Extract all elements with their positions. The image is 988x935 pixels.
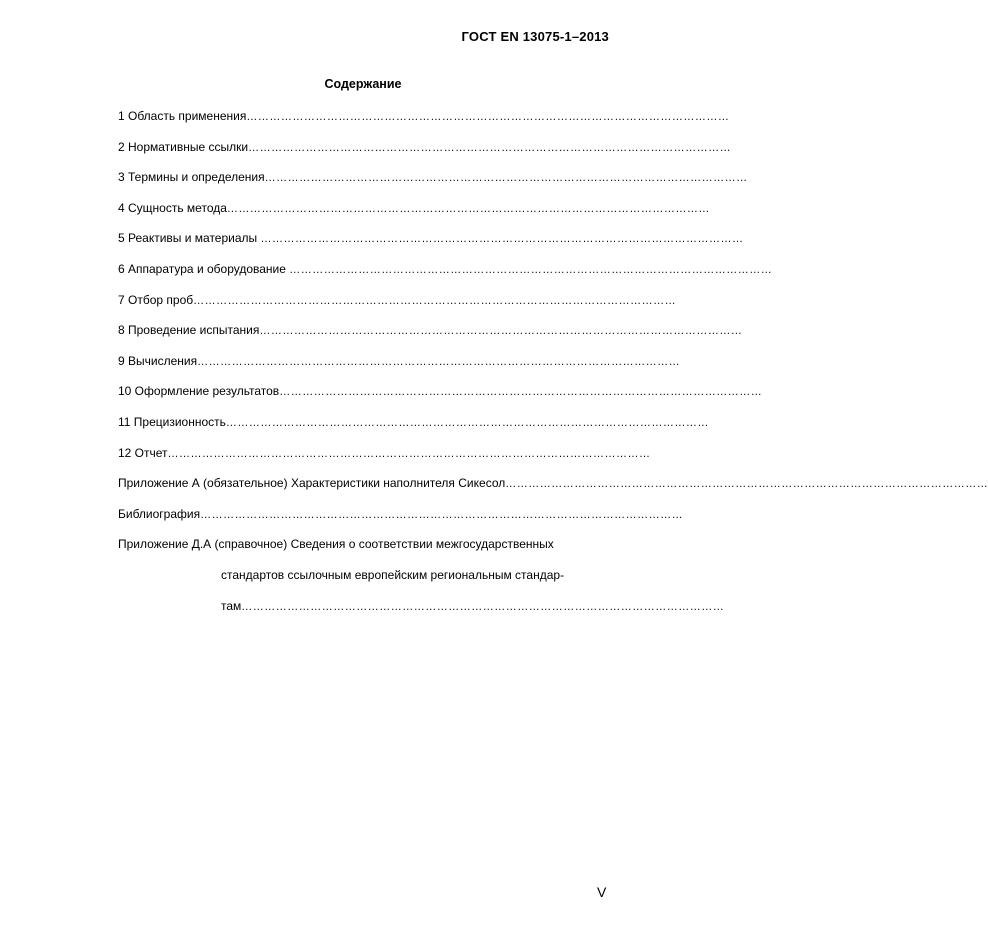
toc-entry-label: 5 Реактивы и материалы: [118, 231, 261, 246]
toc-entry-test-procedure[interactable]: [118, 320, 743, 351]
toc-entry-bibliography[interactable]: [118, 504, 684, 535]
toc-entry-label: 3 Термины и определения: [118, 170, 265, 185]
toc-leader-dots: ………………………………………………………………………………………………………………: [248, 141, 732, 154]
toc-entry-label: 1 Область применения: [118, 109, 247, 123]
toc-leader-dots: ………………………………………………………………………………………………………………: [193, 294, 677, 307]
toc-leader-dots: ………………………………………………………………………………………………………………: [264, 172, 748, 185]
table-of-contents: [118, 106, 988, 626]
toc-leader-dots: ………………………………………………………………………………………………………………: [200, 508, 684, 521]
toc-entry-label: 12 Отчет: [118, 445, 168, 460]
toc-entry-results-presentation[interactable]: [118, 381, 763, 412]
toc-leader-dots: ………………………………………………………………………………………………………………: [289, 263, 773, 276]
toc-leader-dots: ………………………………………………………………………………………………………………: [167, 447, 651, 460]
toc-entry-terms-definitions[interactable]: [118, 167, 748, 198]
document-code: ГОСТ EN 13075-1–2013: [461, 29, 609, 44]
toc-leader-dots: ………………………………………………………………………………………………………………: [226, 202, 710, 215]
page-number: V: [597, 884, 607, 900]
toc-entry-label-line-2: стандартов ссылочным европейским региональным стандар-: [221, 567, 565, 582]
toc-leader-dots: ………………………………………………………………………………………………………………: [197, 355, 681, 368]
toc-entry-label: 4 Сущность метода: [118, 200, 227, 215]
toc-leader-dots: ………………………………………………………………………………………………………………: [241, 600, 725, 613]
toc-entry-label: Библиография: [118, 506, 201, 521]
toc-leader-dots: ………………………………………………………………………………………………………………: [279, 386, 763, 399]
toc-entry-label: 6 Аппаратура и оборудование: [118, 261, 290, 276]
toc-title: Содержание: [324, 77, 402, 91]
toc-entry-sampling[interactable]: [118, 290, 677, 321]
toc-entry-calculations[interactable]: [118, 351, 681, 382]
toc-entry-label: 8 Проведение испытания: [118, 323, 260, 338]
toc-entry-annex-da[interactable]: [118, 534, 725, 626]
toc-entry-label-line-1: Приложение Д.А (справочное) Сведения о соответствии межгосударственных: [118, 537, 554, 552]
toc-entry-normative-references[interactable]: [118, 137, 732, 168]
toc-entry-scope[interactable]: [118, 106, 730, 137]
toc-entry-label: 10 Оформление результатов: [118, 384, 280, 399]
toc-entry-label: Приложение А (обязательное) Характеристики наполнителя Сикесол: [118, 476, 506, 491]
toc-entry-label: 11 Прецизионность: [118, 414, 226, 429]
toc-leader-dots: ………………………………………………………………………………………………………………: [505, 478, 988, 491]
toc-entry-label: 9 Вычисления: [118, 353, 198, 368]
toc-entry-method-principle[interactable]: [118, 198, 710, 229]
toc-entry-annex-a[interactable]: [118, 473, 988, 504]
toc-leader-dots: ………………………………………………………………………………………………………………: [260, 233, 744, 246]
toc-entry-label: 2 Нормативные ссылки: [118, 139, 249, 154]
toc-entry-apparatus[interactable]: [118, 259, 773, 290]
toc-entry-label: там: [221, 598, 242, 613]
toc-entry-reagents-materials[interactable]: [118, 228, 744, 259]
toc-entry-label-line-3: [118, 596, 725, 627]
toc-entry-label: 7 Отбор проб: [118, 292, 194, 307]
toc-entry-report[interactable]: [118, 443, 651, 474]
toc-leader-dots: ………………………………………………………………………………………………………………: [225, 416, 709, 429]
toc-leader-dots: ………………………………………………………………………………………………………………: [259, 325, 743, 338]
toc-leader-dots: ………………………………………………………………………………………………………………: [246, 111, 730, 123]
toc-entry-precision[interactable]: [118, 412, 709, 443]
